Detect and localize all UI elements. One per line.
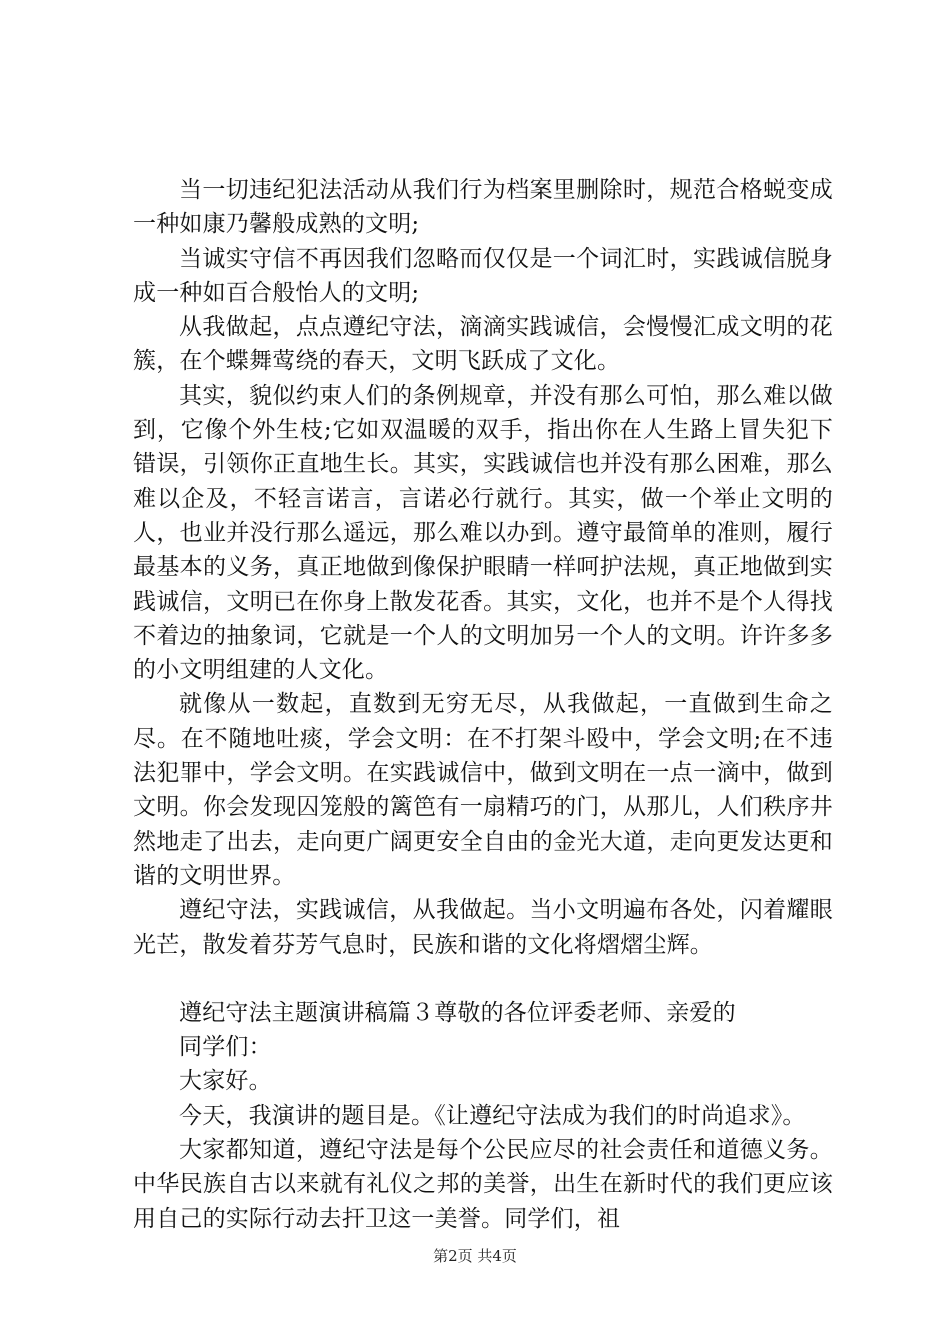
paragraph-gap: [133, 962, 833, 996]
paragraph: 当一切违纪犯法活动从我们行为档案里删除时，规范合格蜕变成一种如康乃馨般成熟的文明;: [133, 177, 833, 238]
paragraph: 今天，我演讲的题目是。《让遵纪守法成为我们的时尚追求》。: [179, 1102, 806, 1129]
paragraph: 当诚实守信不再因我们忽略而仅仅是一个词汇时，实践诚信脱身成一种如百合般怡人的文明;: [133, 245, 833, 306]
section-heading-line: 遵纪守法主题演讲稿篇３尊敬的各位评委老师、亲爱的: [179, 999, 736, 1026]
paragraph: 就像从一数起，直数到无穷无尽，从我做起，一直做到生命之尽。在不随地吐痰，学会文明：在不打架斗殴中，学会文明;在不违法犯罪中，学会文明。在实践诚信中，做到文明在一点一滴中，做到文明。你会发现囚笼般的篱笆有一扇精巧的门，从那儿，人们秩序井然地走了出去，走向更广阔更安全自由的金光大道，走向更发达更和谐的文明世界。: [133, 691, 833, 889]
paragraph: 从我做起，点点遵纪守法，滴滴实践诚信，会慢慢汇成文明的花簇，在个蝶舞莺绕的春天，文明飞跃成了文化。: [133, 314, 833, 375]
body-text: [133, 173, 833, 1236]
paragraph: 其实，貌似约束人们的条例规章，并没有那么可怕，那么难以做到，它像个外生枝;它如双温暖的双手，指出你在人生路上冒失犯下错误，引领你正直地生长。其实，实践诚信也并没有那么困难，那么难以企及，不轻言诺言，言诺必行就行。其实，做一个举止文明的人，也业并没行那么遥远，那么难以办到。遵守最简单的准则，履行最基本的义务，真正地做到像保护眼睛一样呵护法规，真正地做到实践诚信，文明已在你身上散发花香。其实，文化，也并不是个人得找不着边的抽象词，它就是一个人的文明加另一个人的文明。许许多多的小文明组建的人文化。: [133, 382, 833, 684]
paragraph: 遵纪守法，实践诚信，从我做起。当小文明遍布各处，闪着耀眼光芒，散发着芬芳气息时，民族和谐的文化将熠熠尘辉。: [133, 897, 833, 958]
paragraph: 大家都知道，遵纪守法是每个公民应尽的社会责任和道德义务。中华民族自古以来就有礼仪之邦的美誉，出生在新时代的我们更应该用自己的实际行动去扞卫这一美誉。同学们，祖: [133, 1137, 833, 1232]
section-heading-line: 同学们：: [179, 1034, 272, 1061]
page-footer: 第2页 共4页: [433, 1247, 517, 1265]
paragraph: 大家好。: [179, 1068, 272, 1095]
